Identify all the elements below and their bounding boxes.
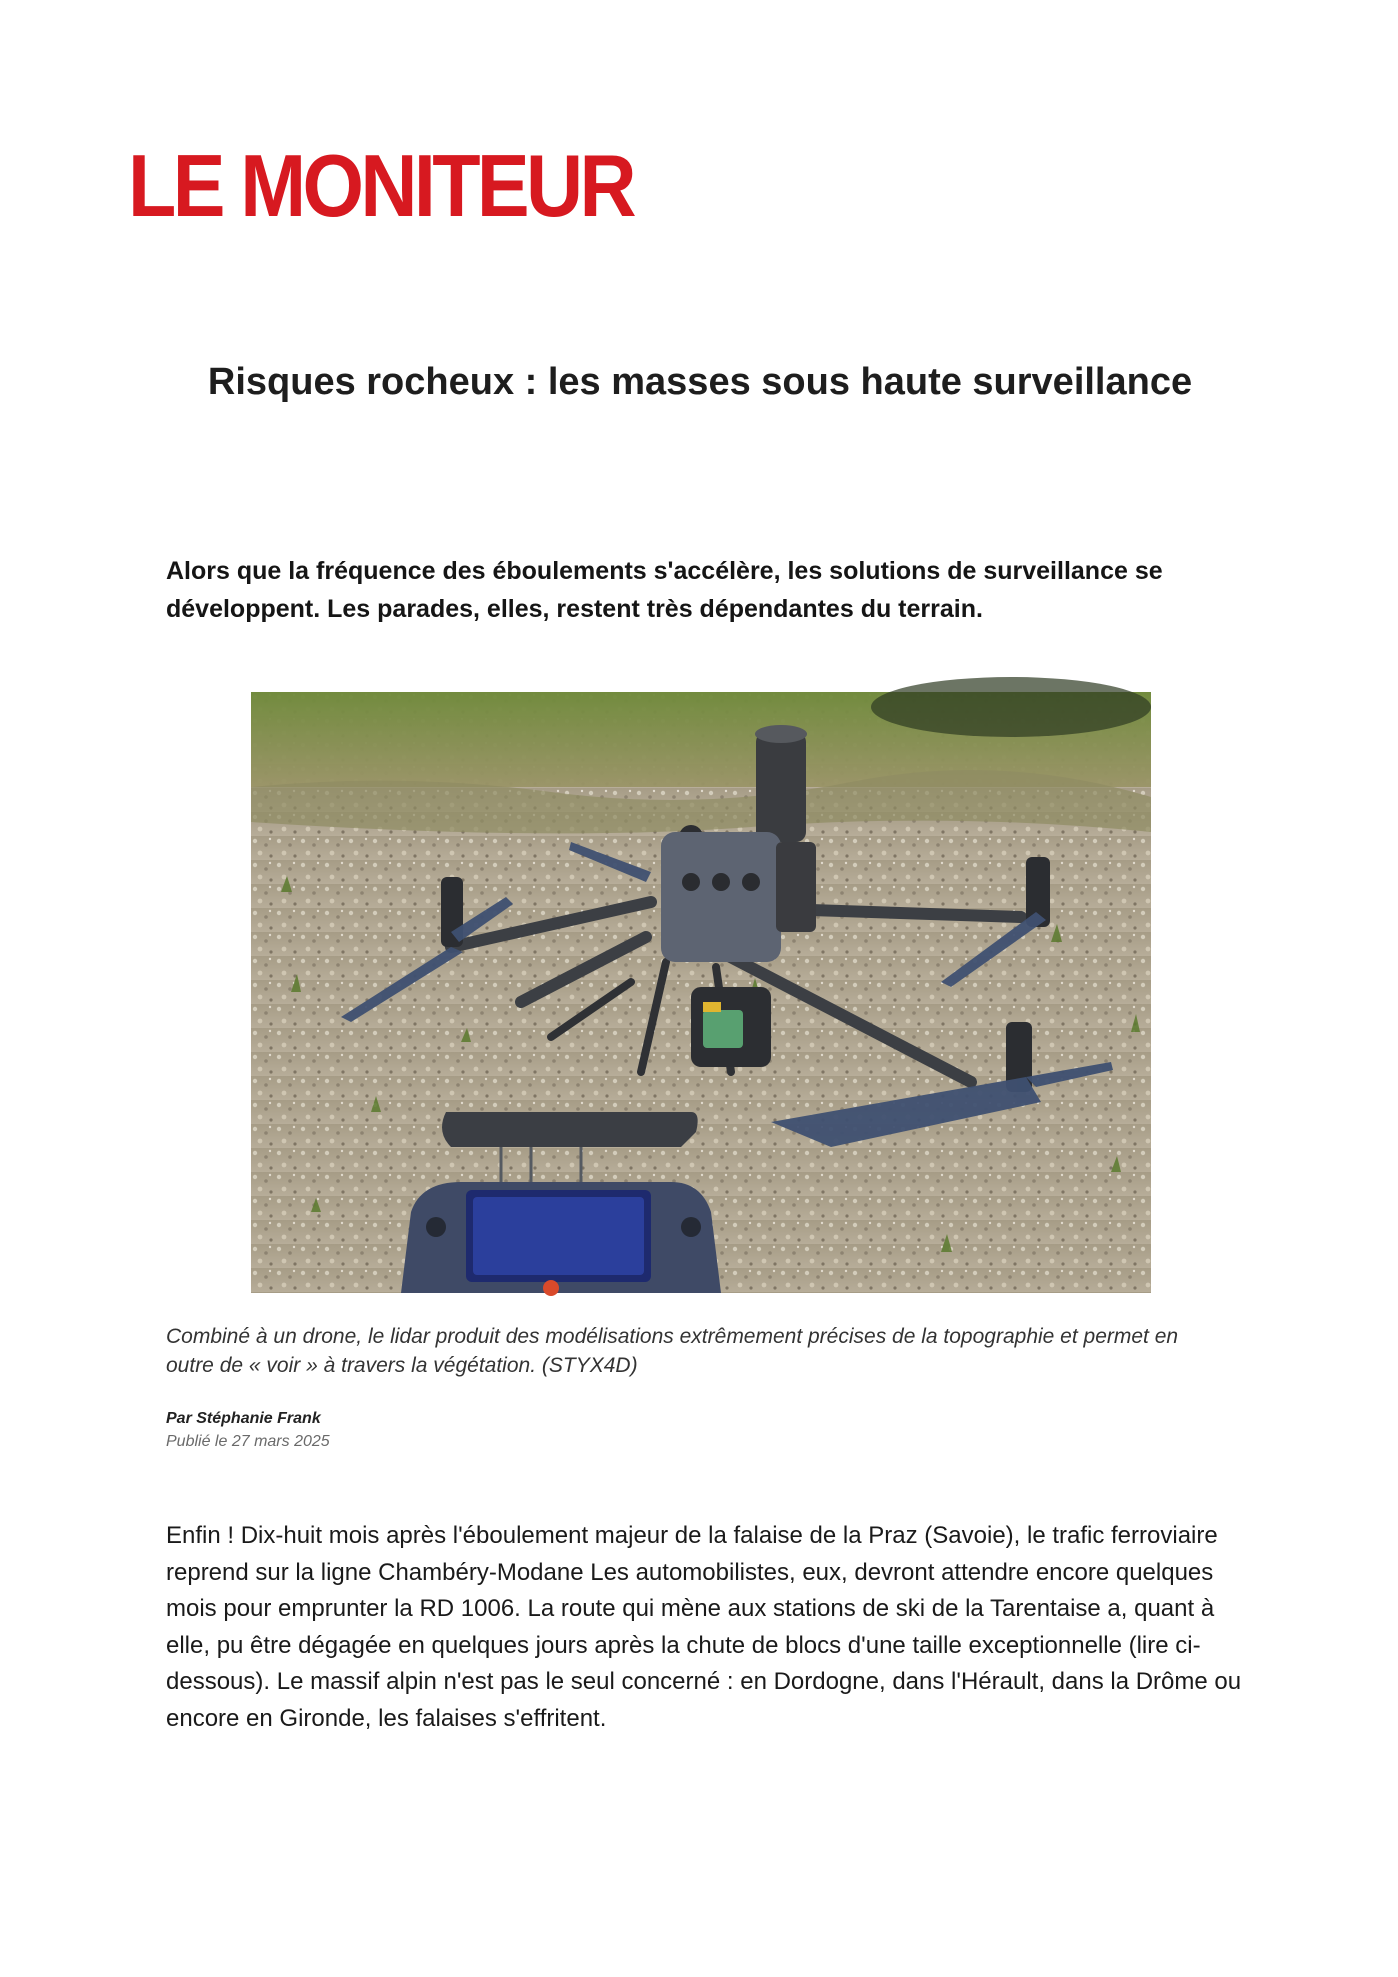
author-byline: Par Stéphanie Frank bbox=[166, 1410, 321, 1427]
publication-date: Publié le 27 mars 2025 bbox=[166, 1433, 330, 1450]
masthead-logo bbox=[128, 136, 636, 235]
article-body: Enfin ! Dix-huit mois après l'éboulement majeur de la falaise de la Praz (Savoie), le trafic ferroviaire reprend sur la ligne Chambéry-Modane Les automobilistes, eux, devront attendre encore quelques mois pour emprunter la RD 1006. La route qui mène aux stations de ski de la Tarentaise a, quant à elle, pu être dégagée en quelques jours après la chute de blocs d'une taille exceptionnelle (lire ci-dessous). Le massif alpin n'est pas le seul concerné : en Dordogne, dans l'Hérault, dans la Drôme ou encore en Gironde, les falaises s'effritent. bbox=[166, 1522, 1242, 1732]
article-title: Risques rocheux : les masses sous haute surveillance bbox=[207, 361, 1193, 403]
article-photo bbox=[251, 692, 1151, 1293]
article-standfirst: Alors que la fréquence des éboulements s'accélère, les solutions de surveillance se développent. Les parades, elles, restent très dépendantes du terrain. bbox=[166, 557, 1163, 623]
photo-caption: Combiné à un drone, le lidar produit des modélisations extrêmement précises de la topographie et permet en outre de « voir » à travers la végétation. (STYX4D) bbox=[166, 1325, 1179, 1377]
logo-text: LE MONITEUR bbox=[128, 136, 636, 235]
